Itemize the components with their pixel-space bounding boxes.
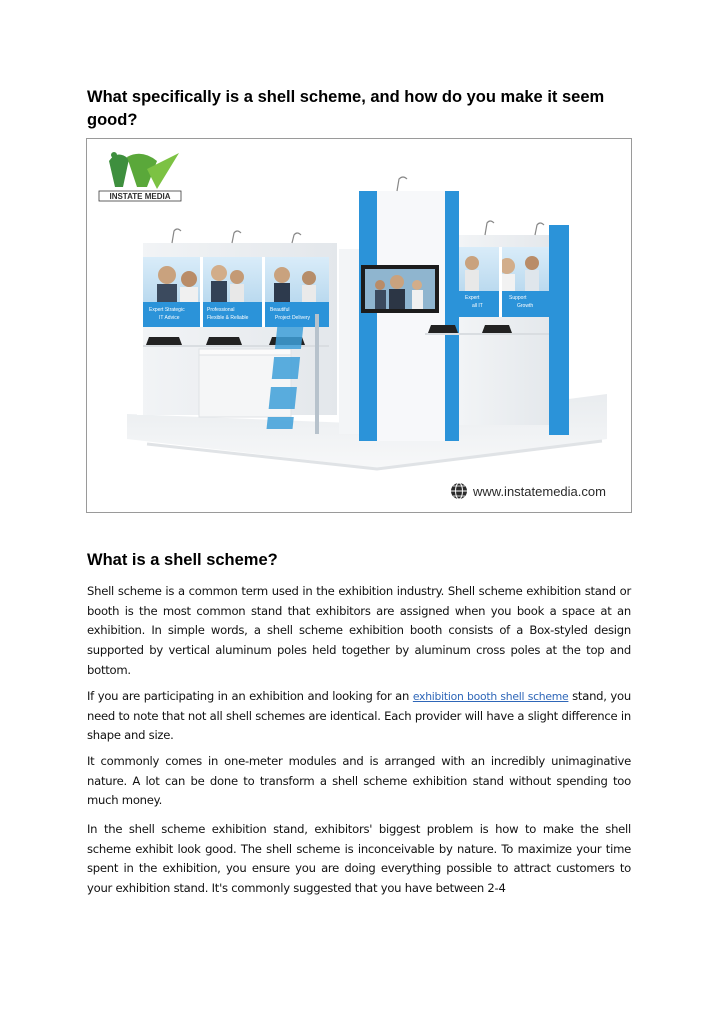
svg-text:Expert Strategic: Expert Strategic (149, 307, 185, 313)
paragraph-2-text-before: If you are participating in an exhibition and looking for an (87, 689, 413, 703)
svg-text:Support: Support (509, 295, 527, 301)
svg-text:all IT: all IT (472, 303, 483, 309)
svg-text:Professional: Professional (207, 307, 235, 313)
instate-media-logo (99, 152, 181, 201)
globe-icon (451, 483, 467, 499)
logo-text: INSTATE MEDIA (109, 192, 171, 201)
watermark-url: www.instatemedia.com (473, 484, 606, 499)
paragraph-2-text-after: stand, you need to note that not all shell schemes are identical. Each provider will have a slight difference in shape and size. (87, 689, 631, 743)
paragraph-3: It commonly comes in one-meter modules and is arranged with an incredibly unimaginative nature. A lot can be done to transform a shell scheme exhibition stand without spending too much money. (87, 754, 631, 808)
svg-text:Project Delivery: Project Delivery (275, 315, 311, 321)
svg-text:Flexible & Reliable: Flexible & Reliable (207, 315, 249, 321)
section-heading: What is a shell scheme? (87, 551, 278, 569)
paragraph-1: Shell scheme is a common term used in the exhibition industry. Shell scheme exhibition stand or booth is the most common stand that exhibitors are assigned when you book a space at an exhibition. In simple words, a shell scheme exhibition booth consists of a Box-styled design supported by vertical aluminum poles held together by aluminum cross poles at the top and bottom. (87, 584, 631, 677)
paragraph-4: In the shell scheme exhibition stand, exhibitors' biggest problem is how to make the shell scheme exhibit look good. The shell scheme is inconceivable by nature. To maximize your time spent in the exhibition, you ensure you are doing everything possible to attract customers to your exhibition stand. It's commonly suggested that you have between 2-4 (87, 822, 631, 896)
exhibition-booth-shell-scheme-link[interactable]: exhibition booth shell scheme (412, 690, 569, 703)
svg-text:IT Advice: IT Advice (159, 315, 180, 321)
page-title: What specifically is a shell scheme, and how do you make it seem good? (87, 88, 605, 129)
paragraph-2 (87, 687, 631, 746)
svg-text:Beautiful: Beautiful (270, 307, 290, 313)
svg-text:Growth: Growth (517, 303, 534, 309)
booth-illustration (86, 138, 632, 513)
svg-text:Expert: Expert (465, 295, 480, 301)
